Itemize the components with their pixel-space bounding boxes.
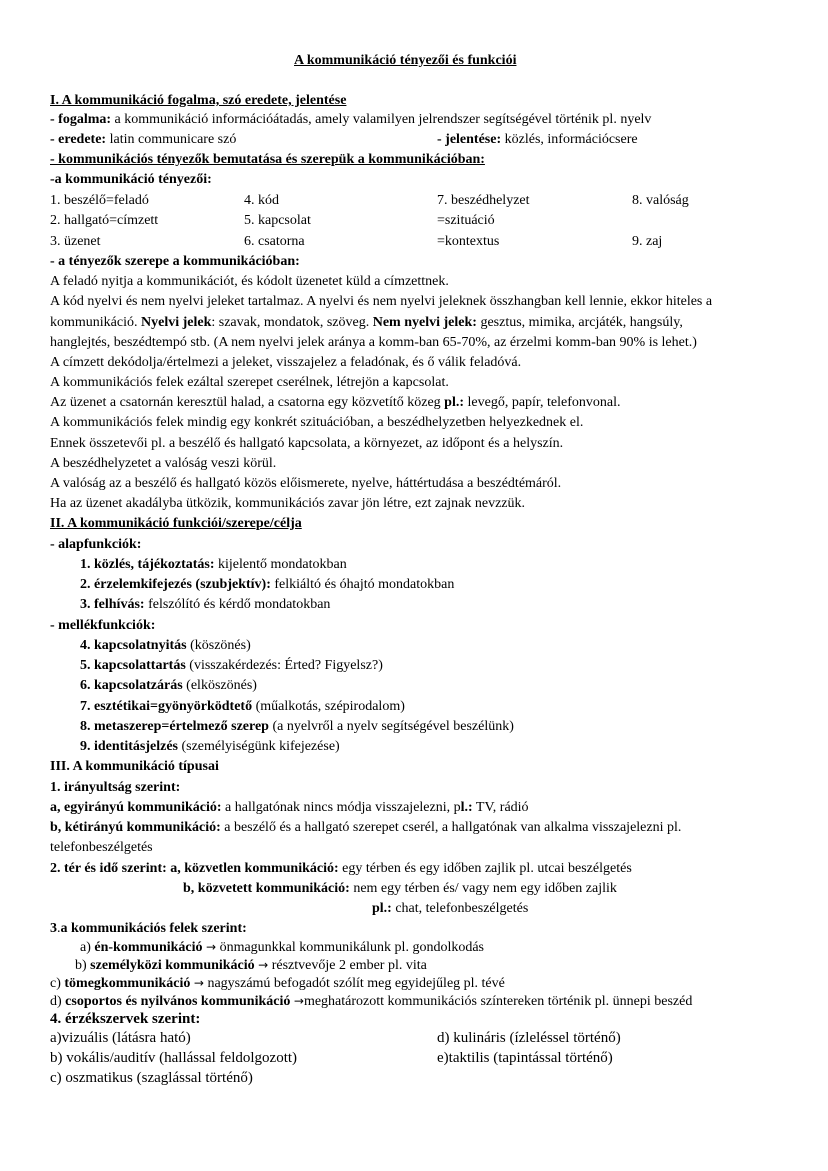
mass-communication-line: c) tömegkommunikáció → nagyszámú befogadót szólít meg egyidejűleg pl. tévé xyxy=(50,976,505,991)
factors-heading: - kommunikációs tényezők bemutatása és szerepük a kommunikációban: xyxy=(50,152,485,167)
sense-item: b) vokális/auditív (hallással feldolgozott) xyxy=(50,1050,298,1066)
basic-functions-label: - alapfunkciók: xyxy=(50,537,142,552)
factor-item: 7. beszédhelyzet xyxy=(437,193,530,208)
paragraph-line: A kommunikációs felek mindig egy konkrét szituációban, a beszédhelyzetben helyezkednek el. xyxy=(50,415,584,430)
factor-item: =szituáció xyxy=(437,213,495,228)
function-item: 9. identitásjelzés (személyiségünk kifejezése) xyxy=(80,739,340,754)
senses-label: 4. érzékszervek szerint: xyxy=(50,1011,201,1027)
paragraph-line: A kommunikációs felek ezáltal szerepet cserélnek, létrejön a kapcsolat. xyxy=(50,375,449,390)
paragraph-line: A beszédhelyzetet a valóság veszi körül. xyxy=(50,456,277,471)
paragraph-line: Az üzenet a csatornán keresztül halad, a csatorna egy közvetítő közeg pl.: levegő, papír, telefonvonal. xyxy=(50,395,621,410)
paragraph-line: A kód nyelvi és nem nyelvi jeleket tartalmaz. A nyelvi és nem nyelvi jeleknek összhangban kell lennie, ekkor hiteles a xyxy=(50,294,713,309)
paragraph-line: A feladó nyitja a kommunikációt, és kódolt üzenetet küld a címzettnek. xyxy=(50,274,449,289)
function-item: 7. esztétikai=gyönyörködtető (műalkotás, szépirodalom) xyxy=(80,699,405,714)
factor-item: 6. csatorna xyxy=(244,234,305,249)
factor-item: 1. beszélő=feladó xyxy=(50,193,149,208)
paragraph-line: A címzett dekódolja/értelmezi a jeleket, visszajelez a feladónak, és ő válik feladóvá. xyxy=(50,355,522,370)
secondary-functions-label: - mellékfunkciók: xyxy=(50,618,156,633)
indirect-example-line: pl.: chat, telefonbeszélgetés xyxy=(372,901,529,916)
function-item: 6. kapcsolatzárás (elköszönés) xyxy=(80,678,257,693)
factor-item: =kontextus xyxy=(437,234,500,249)
roles-label: - a tényezők szerepe a kommunikációban: xyxy=(50,254,300,269)
paragraph-line: Ennek összetevői pl. a beszélő és hallgató kapcsolata, a környezet, az időpont és a helyszín. xyxy=(50,436,564,451)
one-way-line: a, egyirányú kommunikáció: a hallgatónak nincs módja visszajelezni, pl.: TV, rádió xyxy=(50,800,529,815)
factor-item: 3. üzenet xyxy=(50,234,101,249)
paragraph-line: Ha az üzenet akadályba ütközik, kommunikációs zavar jön létre, ezt zajnak nevzzük. xyxy=(50,496,526,511)
self-communication-line: a) én-kommunikáció → önmagunkkal kommunikálunk pl. gondolkodás xyxy=(80,940,484,955)
two-way-line: b, kétirányú kommunikáció: a beszélő és a hallgató szerepet cserél, a hallgatónak van alkalma visszajelezni pl. xyxy=(50,820,682,835)
function-item: 3. felhívás: felszólító és kérdő mondatokban xyxy=(80,597,331,612)
function-item: 5. kapcsolattartás (visszakérdezés: Érted? Figyelsz?) xyxy=(80,658,383,673)
definition-line: - fogalma: a kommunikáció információátadás, amely valamilyen jelrendszer segítségével történik pl. nyelv xyxy=(50,112,652,127)
sense-item: c) oszmatikus (szaglással történő) xyxy=(50,1070,253,1086)
section-3-heading: III. A kommunikáció típusai xyxy=(50,759,219,774)
meaning-line: - jelentése: közlés, információcsere xyxy=(437,132,638,147)
function-item: 2. érzelemkifejezés (szubjektív): felkiáltó és óhajtó mondatokban xyxy=(80,577,455,592)
sense-item: d) kulináris (ízleléssel történő) xyxy=(437,1030,621,1046)
parties-label: 3.a kommunikációs felek szerint: xyxy=(50,921,247,936)
factor-item: 8. valóság xyxy=(632,193,689,208)
indirect-line: b, közvetett kommunikáció: nem egy térben és/ vagy nem egy időben zajlik xyxy=(183,881,617,896)
paragraph-line: hanglejtés, beszédtempó stb. (A nem nyelvi jelek aránya a komm-ban 65-70%, az érzelmi komm-ban 90% is lehet.) xyxy=(50,335,697,350)
direction-label: 1. irányultság szerint: xyxy=(50,780,181,795)
arrow-right-icon: → xyxy=(293,994,304,1008)
factor-item: 5. kapcsolat xyxy=(244,213,311,228)
factors-label: -a kommunikáció tényezői: xyxy=(50,172,212,187)
paragraph-line: A valóság az a beszélő és hallgató közös előismerete, nyelve, háttértudása a beszédtémáról. xyxy=(50,476,562,491)
factor-item: 9. zaj xyxy=(632,234,663,249)
arrow-right-icon: → xyxy=(206,940,217,954)
sense-item: e)taktilis (tapintással történő) xyxy=(437,1050,613,1066)
space-time-line: 2. tér és idő szerint: a, közvetlen kommunikáció: egy térben és egy időben zajlik pl. utcai beszélgetés xyxy=(50,861,632,876)
function-item: 8. metaszerep=értelmező szerep (a nyelvről a nyelv segítségével beszélünk) xyxy=(80,719,514,734)
function-item: 1. közlés, tájékoztatás: kijelentő mondatokban xyxy=(80,557,347,572)
section-1-heading: I. A kommunikáció fogalma, szó eredete, jelentése xyxy=(50,93,347,108)
two-way-line-cont: telefonbeszélgetés xyxy=(50,840,153,855)
origin-line: - eredete: latin communicare szó xyxy=(50,132,237,147)
paragraph-line: kommunikáció. Nyelvi jelek: szavak, mondatok, szöveg. Nem nyelvi jelek: gesztus, mimika, arcjáték, hangsúly, xyxy=(50,315,683,330)
factor-item: 4. kód xyxy=(244,193,279,208)
arrow-right-icon: → xyxy=(193,976,204,990)
section-2-heading: II. A kommunikáció funkciói/szerepe/célja xyxy=(50,516,302,531)
arrow-right-icon: → xyxy=(258,958,269,972)
document-title: A kommunikáció tényezői és funkciói xyxy=(294,53,517,68)
factor-item: 2. hallgató=címzett xyxy=(50,213,159,228)
function-item: 4. kapcsolatnyitás (köszönés) xyxy=(80,638,251,653)
sense-item: a)vizuális (látásra ható) xyxy=(50,1030,191,1046)
interpersonal-line: b) személyközi kommunikáció → résztvevője 2 ember pl. vita xyxy=(75,958,427,973)
group-communication-line: d) csoportos és nyilvános kommunikáció →meghatározott kommunikációs színtereken történik pl. ünnepi beszéd xyxy=(50,994,693,1009)
